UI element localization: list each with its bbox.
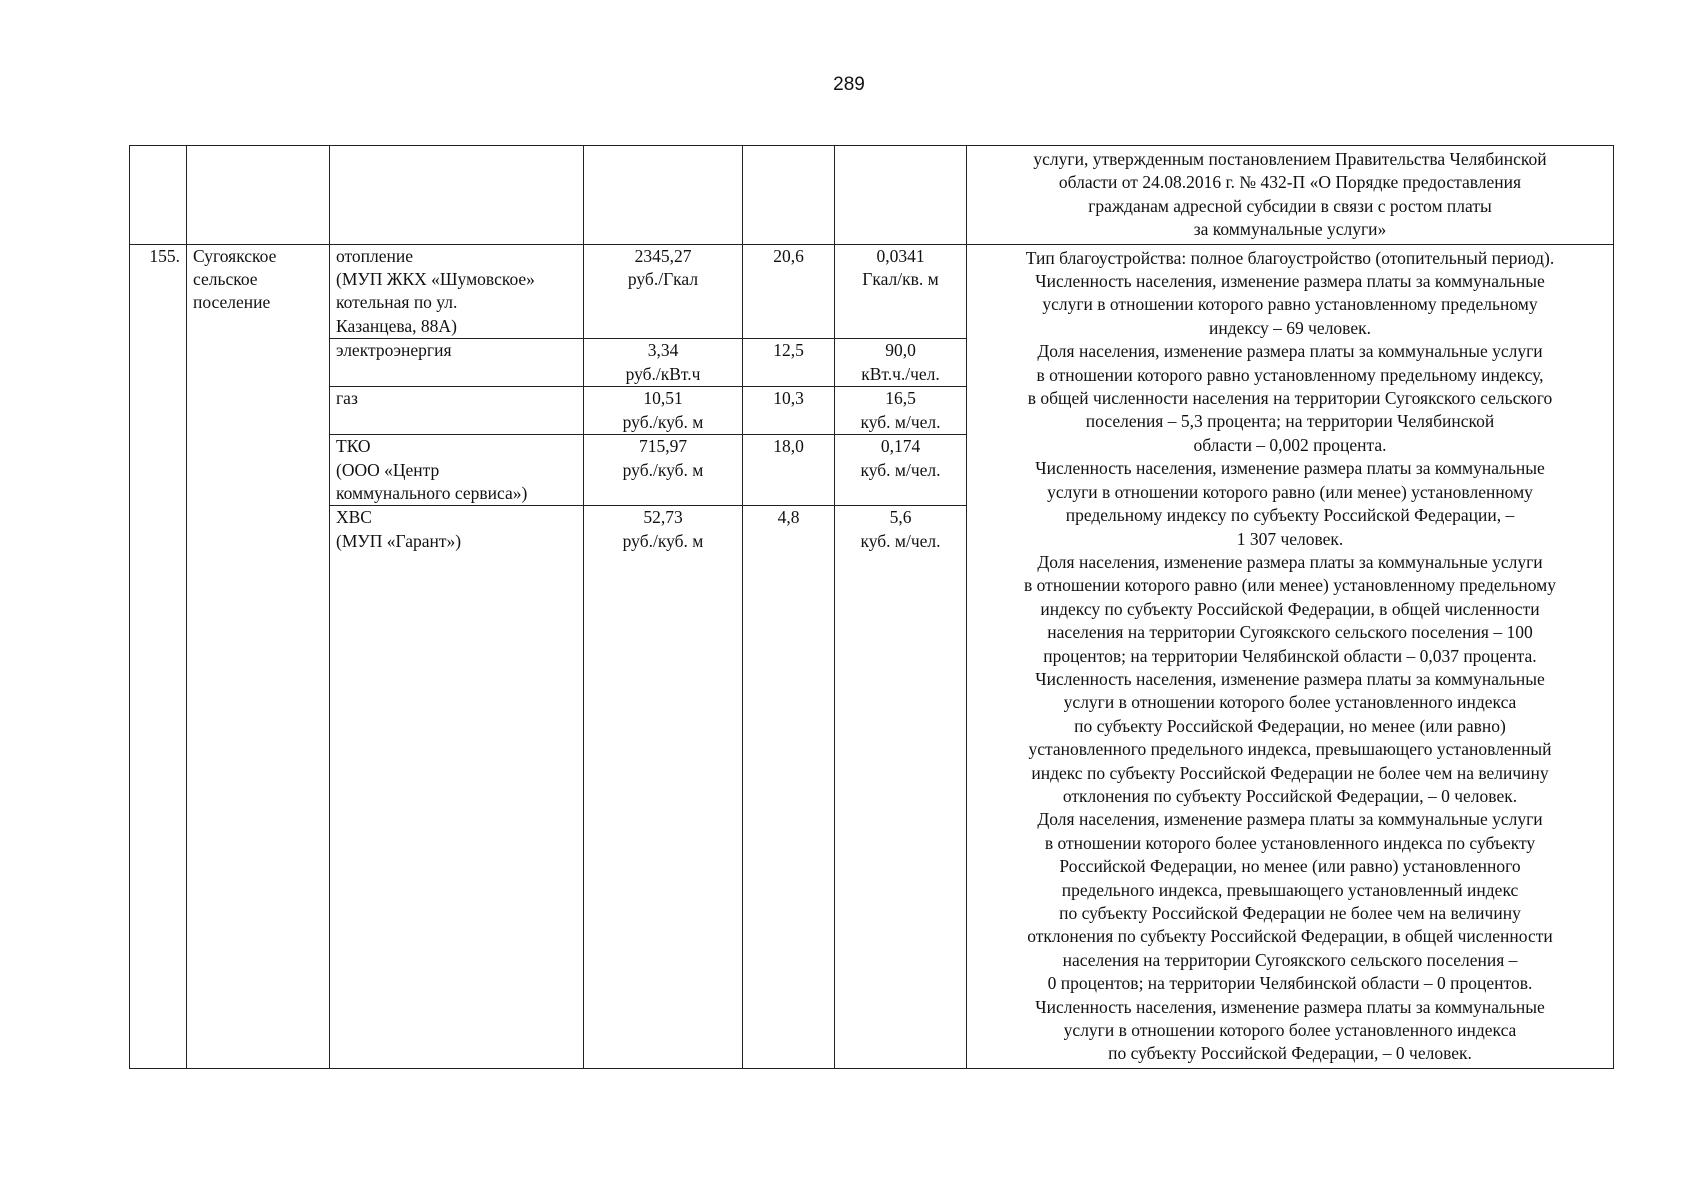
note-line: Численность населения, изменение размера платы за коммунальные <box>1035 668 1545 689</box>
row-number: 155. <box>130 244 187 1068</box>
tariff-value: 2345,27 <box>634 245 692 266</box>
service-name-cell <box>330 387 584 435</box>
volume-unit: куб. м/чел. <box>860 530 941 551</box>
tariff-unit: руб./куб. м <box>622 530 704 551</box>
tariff-unit: руб./куб. м <box>622 411 704 432</box>
percent-cell: 20,6 <box>743 244 835 339</box>
tariff-value: 52,73 <box>643 507 683 528</box>
note-line: отклонения по субъекту Российской Федерации, в общей численности <box>1027 926 1553 947</box>
note-line: Доля населения, изменение размера платы за коммунальные услуги <box>1037 551 1543 572</box>
note-line: услуги в отношении которого более установленного индекса <box>1063 692 1517 713</box>
note-line: услуги в отношении которого более установленного индекса <box>1063 1020 1517 1041</box>
empty-cell <box>330 146 584 245</box>
volume-value: 0,174 <box>880 436 921 457</box>
volume-unit: кВт.ч./чел. <box>861 363 940 384</box>
volume-cell <box>835 506 967 1068</box>
note-line: за коммунальные услуги» <box>1193 219 1387 240</box>
note-line: 0 процентов; на территории Челябинской области – 0 процентов. <box>1047 973 1533 994</box>
note-line: в отношении которого более установленного индекса по субъекту <box>1044 832 1536 853</box>
service-name-line: отопление <box>336 245 414 266</box>
note-line: населения на территории Сугоякского сельского поселения – 100 <box>1047 622 1533 643</box>
empty-cell <box>130 146 187 245</box>
note-line: услуги в отношении которого равно (или менее) установленному <box>1047 481 1533 502</box>
service-name-line: ХВС <box>336 507 372 528</box>
empty-cell <box>187 146 330 245</box>
service-name-line: (МУП «Гарант») <box>336 530 462 551</box>
note-line: Тип благоустройства: полное благоустройство (отопительный период). <box>1025 247 1555 268</box>
volume-unit: куб. м/чел. <box>860 411 941 432</box>
note-line: предельного индекса, превышающего установленный индекс <box>1061 879 1519 900</box>
service-name-line: ТКО <box>336 436 371 457</box>
empty-cell <box>743 146 835 245</box>
service-name-line: (МУП ЖКХ «Шумовское» <box>336 269 535 290</box>
note-line: 1 307 человек. <box>1236 528 1344 549</box>
note-line: Доля населения, изменение размера платы за коммунальные услуги <box>1037 341 1543 362</box>
note-line: по субъекту Российской Федерации не более чем на величину <box>1059 903 1521 923</box>
tariff-value: 3,34 <box>647 340 679 361</box>
tariff-cell <box>584 435 743 506</box>
note-line: Численность населения, изменение размера платы за коммунальные <box>1035 458 1545 479</box>
continuation-row <box>130 146 1614 245</box>
service-name-line: коммунального сервиса») <box>336 483 528 504</box>
note-line: области – 0,002 процента. <box>1193 434 1387 455</box>
municipality-line: поселение <box>193 292 271 313</box>
tariff-cell <box>584 506 743 1068</box>
note-line: услуги в отношении которого равно установленному предельному <box>1042 294 1538 315</box>
service-name-line: котельная по ул. <box>336 292 458 313</box>
service-name-line: Казанцева, 88А) <box>336 315 457 336</box>
service-name-line: газ <box>336 388 358 409</box>
subsidy-table <box>129 145 1614 1069</box>
note-line: в отношении которого равно (или менее) установленному предельному <box>1024 575 1556 596</box>
percent-cell: 12,5 <box>743 339 835 387</box>
empty-cell <box>835 146 967 245</box>
note-line: Численность населения, изменение размера платы за коммунальные <box>1035 996 1545 1017</box>
volume-cell <box>835 387 967 435</box>
population-note <box>967 244 1614 1068</box>
tariff-unit: руб./куб. м <box>622 459 704 480</box>
tariff-unit: руб./кВт.ч <box>625 363 701 384</box>
note-line: индекс по субъекту Российской Федерации не более чем на величину <box>1031 762 1549 783</box>
percent-cell: 10,3 <box>743 387 835 435</box>
volume-unit: куб. м/чел. <box>860 459 941 480</box>
tariff-unit: руб./Гкал <box>627 269 699 290</box>
volume-cell <box>835 435 967 506</box>
note-line: поселения – 5,3 процента; на территории Челябинской <box>1085 411 1495 432</box>
volume-cell <box>835 244 967 339</box>
volume-value: 5,6 <box>889 507 912 528</box>
municipality-line: сельское <box>193 269 258 290</box>
service-name-cell <box>330 506 584 1068</box>
note-line: по субъекту Российской Федерации, но менее (или равно) <box>1074 715 1506 736</box>
page-number: 289 <box>833 74 865 95</box>
note-line: индексу – 69 человек. <box>1209 317 1371 338</box>
percent-cell: 4,8 <box>743 506 835 1068</box>
municipality-cell <box>187 244 330 1068</box>
note-line: по субъекту Российской Федерации, – 0 человек. <box>1108 1043 1472 1064</box>
note-line: в отношении которого равно установленному предельному индексу, <box>1036 364 1544 385</box>
note-line: процентов; на территории Челябинской области – 0,037 процента. <box>1043 645 1537 666</box>
municipality-line: Сугоякское <box>193 245 277 266</box>
tariff-cell <box>584 244 743 339</box>
service-name-line: (ООО «Центр <box>336 459 440 480</box>
volume-unit: Гкал/кв. м <box>862 269 939 290</box>
volume-value: 90,0 <box>885 340 916 361</box>
service-name-cell <box>330 244 584 339</box>
percent-cell: 18,0 <box>743 435 835 506</box>
tariff-value: 10,51 <box>643 388 683 409</box>
continuation-note <box>967 146 1614 245</box>
note-line: услуги, утвержденным постановлением Правительства Челябинской <box>1033 149 1547 169</box>
note-line: области от 24.08.2016 г. № 432-П «О Порядке предоставления <box>1058 172 1522 193</box>
service-name-line: электроэнергия <box>336 340 452 361</box>
note-line: установленного предельного индекса, превышающего установленный <box>1028 739 1552 760</box>
volume-value: 16,5 <box>885 388 916 409</box>
volume-cell <box>835 339 967 387</box>
note-line: гражданам адресной субсидии в связи с ростом платы <box>1088 195 1492 216</box>
note-line: населения на территории Сугоякского сельского поселения – <box>1062 949 1518 970</box>
tariff-cell <box>584 339 743 387</box>
table-row <box>130 244 1614 339</box>
note-line: Российской Федерации, но менее (или равно) установленного <box>1059 856 1521 877</box>
note-line: Доля населения, изменение размера платы за коммунальные услуги <box>1037 809 1543 830</box>
tariff-value: 715,97 <box>638 436 688 457</box>
empty-cell <box>584 146 743 245</box>
note-line: Численность населения, изменение размера платы за коммунальные <box>1035 271 1545 292</box>
note-line: в общей численности населения на территории Сугоякского сельского <box>1027 388 1553 409</box>
service-name-cell <box>330 435 584 506</box>
note-line: отклонения по субъекту Российской Федерации, – 0 человек. <box>1062 785 1518 806</box>
service-name-cell <box>330 339 584 387</box>
note-line: предельному индексу по субъекту Российской Федерации, – <box>1065 505 1515 526</box>
tariff-cell <box>584 387 743 435</box>
note-line: индексу по субъекту Российской Федерации, в общей численности <box>1040 598 1540 619</box>
volume-value: 0,0341 <box>876 245 925 266</box>
